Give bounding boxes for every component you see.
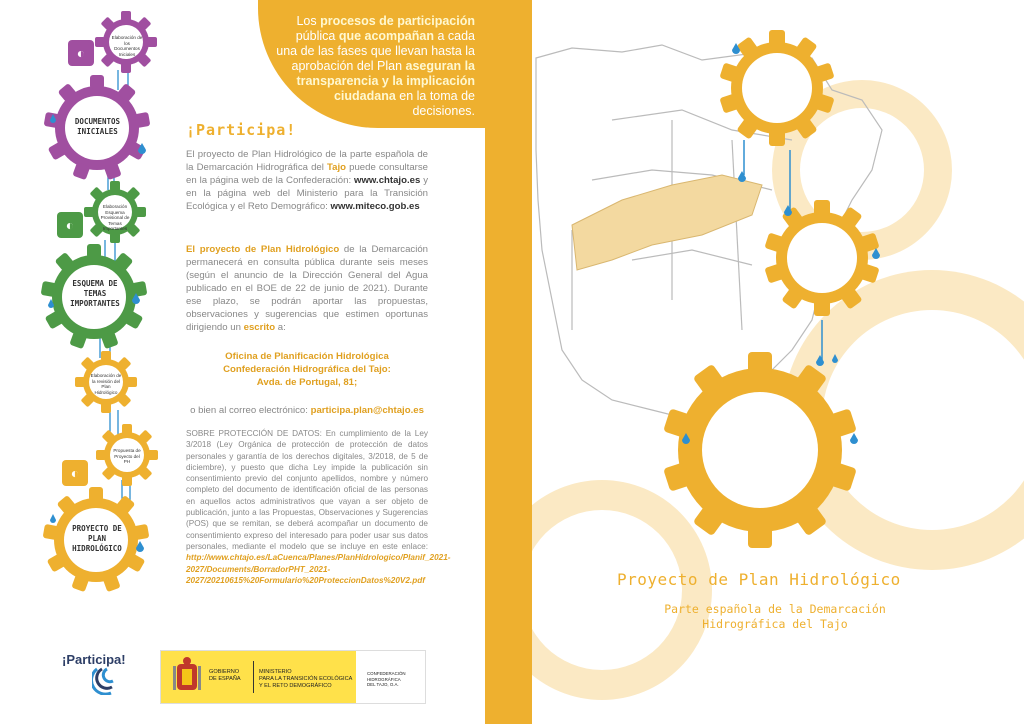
privacy-notice: SOBRE PROTECCIÓN DE DATOS: En cumplimiento de la Ley 3/2018 (Ley Orgánica de protección de protección de datos personales y garantía de los derechos digitales, 3/2018, de 5 de diciembre), y puesto que dicha Ley impide la publicación sin consentimiento previo del conjunto apellidos, nombre y número completo del documento de identificación oficial de las personas en aquellos actos administrativos que vayan a ser objeto de publicación, junto a las Propuestas, Observaciones y Sugerencias (POS) que se remitan, se deberá acompañar un documento de consentimiento expreso del interesado para poder usar sus datos personales, mediante el modelo que se incluye en este enlace: http://www.chtajo.es/LaCuenca/Planes/PlanHidrologico/Planif_2021-2027/Documents/BorradorPHT_2021-2027/20210615%20Formulario%20ProteccionDatos%20V2.pdf: [186, 429, 451, 585]
gear2-label: ESQUEMA DE TEMAS IMPORTANTES: [70, 279, 120, 308]
gear3-small-label-2: Propuesta de Proyecto del PH: [113, 448, 141, 465]
participa-heading: ¡Participa!: [186, 121, 297, 139]
email-line: o bien al correo electrónico: participa.plan@chtajo.es: [190, 405, 424, 416]
ministerio-text: MINISTERIO PARA LA TRANSICIÓN ECOLÓGICA Y EL RETO DEMOGRÁFICO: [259, 669, 353, 689]
svg-text:◐: ◐: [76, 45, 86, 61]
callout-text: Los procesos de participación pública que acompañan a cada una de las fases que llevan hasta la aprobación del Plan aseguran la transparencia y la implicación ciudadana en la toma de decisiones.: [276, 14, 475, 118]
coat-of-arms-icon: [171, 656, 203, 698]
gear3-label: PROYECTO DE PLAN HIDROLÓGICO: [72, 524, 122, 553]
intro-paragraph: El proyecto de Plan Hidrológico de la parte española de la Demarcación Hidrográfica del Tajo puede consultarse en la página web de la Confederación: www.chtajo.es y en la página web del Ministerio para la Transición Ecológica y el Reto Demográfico: www.miteco.gob.es: [186, 149, 428, 212]
cover-title: Proyecto de Plan Hidrológico: [617, 570, 901, 589]
cover-subtitle: Parte española de la Demarcación Hidrográfica del Tajo: [664, 602, 886, 631]
gear3-small-label: Elaboración de la revisión del Plan Hidrológico: [90, 373, 122, 395]
chtajo-link[interactable]: www.chtajo.es: [354, 175, 421, 186]
gear1-small-label: Elaboración de los Documentos Iniciales: [111, 35, 143, 57]
svg-text:◐: ◐: [65, 217, 75, 233]
consultation-paragraph: El proyecto de Plan Hidrológico de la Demarcación permanecerá en consulta pública durante seis meses (según el anuncio de la Dirección General del Agua publicado en el BOE de 22 de junio de 2021). Durante ese plazo, se podrán aportar las propuestas, observaciones y sugerencias que estimen oportunas dirigiendo un escrito a:: [186, 244, 429, 333]
gear2-small-label: Elaboración Esquema Provisional de Temas Importantes: [100, 204, 130, 232]
tajo-basin: [572, 175, 762, 270]
confederacion-text: CONFEDERACIÓN HIDROGRÁFICA DEL TAJO, O.A.: [367, 671, 406, 687]
participa-logo-icon: [92, 667, 122, 695]
email-link[interactable]: participa.plan@chtajo.es: [310, 405, 424, 416]
miteco-link[interactable]: www.miteco.gob.es: [330, 201, 420, 212]
privacy-form-link[interactable]: http://www.chtajo.es/LaCuenca/Planes/PlanHidrologico/Planif_2021-2027/Documents/BorradorPHT_2021-2027/20210615%20Formulario%20ProteccionDatos%20V2.pdf: [186, 553, 451, 585]
svg-text:◐: ◐: [70, 465, 80, 481]
gobierno-text: GOBIERNO DE ESPAÑA: [209, 669, 241, 682]
government-logo-box: [160, 650, 426, 704]
spine-strip: [485, 0, 532, 724]
gear1-label: DOCUMENTOS INICIALES: [74, 117, 121, 136]
participa-logo: ¡Participa!: [62, 652, 126, 695]
address-block: Oficina de Planificación Hidrológica Confederación Hidrográfica del Tajo: Avda. de Portugal, 81;: [223, 351, 391, 388]
